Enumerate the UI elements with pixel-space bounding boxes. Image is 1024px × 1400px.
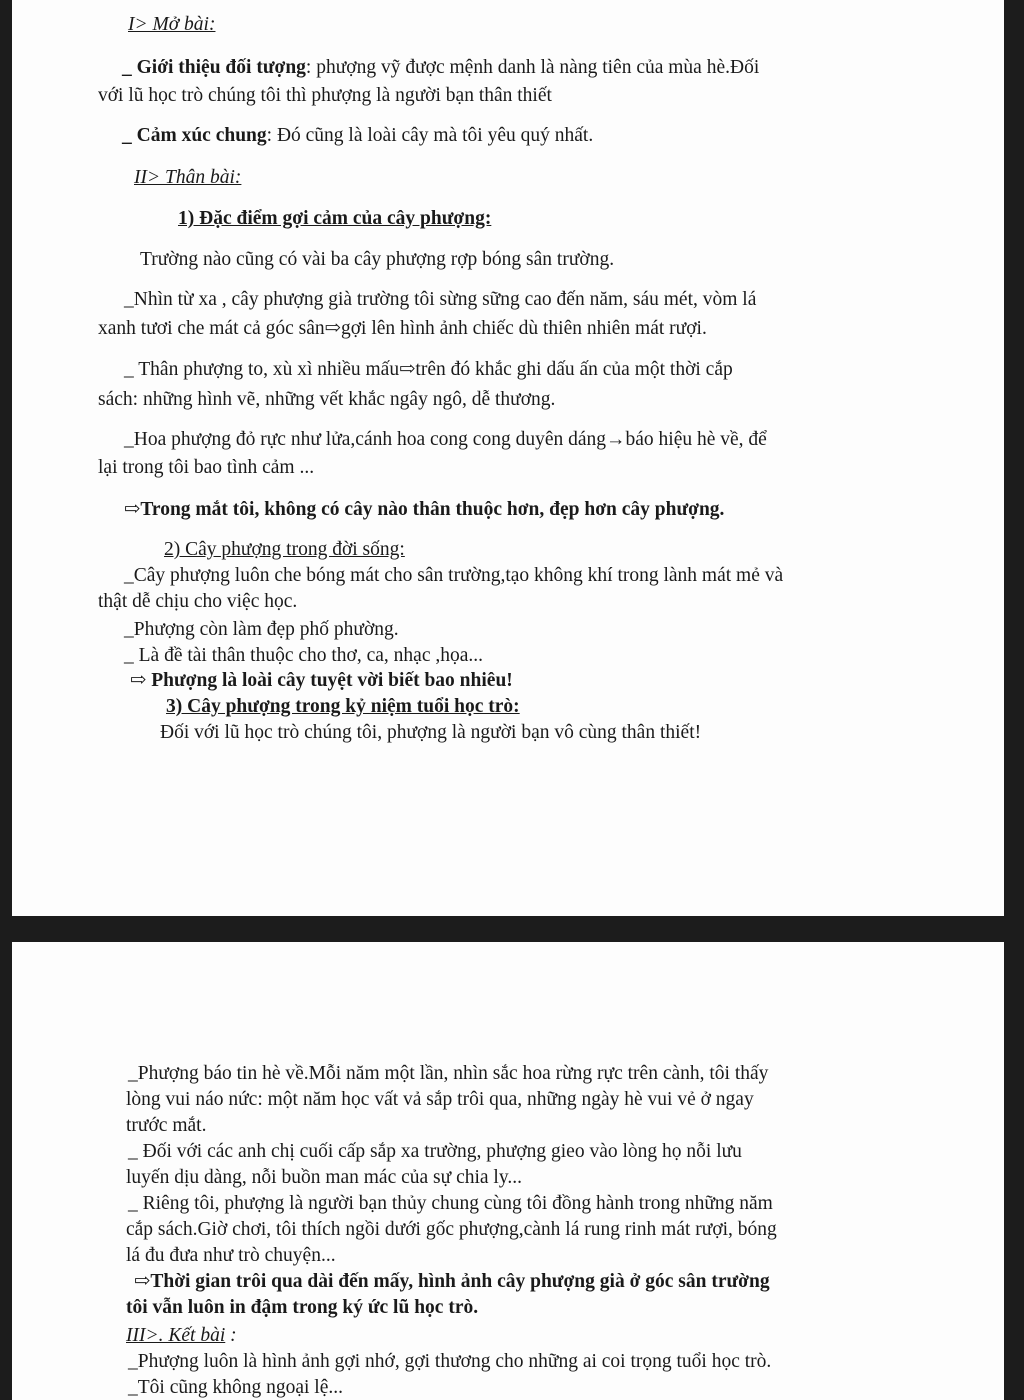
p2-conclusion-line-1: ⇨Thời gian trôi qua dài đến mấy, hình ảnh cây phượng già ở góc sân trường: [134, 1271, 770, 1292]
section-1-heading: 1) Đặc điểm gợi cảm của cây phượng:: [178, 208, 492, 229]
than-bai-heading: II> Thân bài:: [134, 167, 242, 188]
s2-p3: _ Là đề tài thân thuộc cho thơ, ca, nhạc ,họa...: [124, 645, 484, 666]
s2-p1-line-1: _Cây phượng luôn che bóng mát cho sân trường,tạo không khí trong lành mát mẻ và: [124, 565, 784, 586]
s1-p3-line-2: sách: những hình vẽ, những vết khắc ngây ngô, dễ thương.: [98, 389, 556, 410]
p2-para1-line-3: trước mắt.: [126, 1115, 207, 1136]
s1-p2-line-2: xanh tươi che mát cả góc sân⇨gợi lên hình ảnh chiếc dù thiên nhiên mát rượi.: [98, 318, 707, 339]
p2-para2-line-2: luyến dịu dàng, nỗi buồn man mác của sự chia ly...: [126, 1167, 522, 1188]
intro-line-2: với lũ học trò chúng tôi thì phượng là người bạn thân thiết: [98, 85, 552, 106]
s1-line-1: Trường nào cũng có vài ba cây phượng rợp bóng sân trường.: [140, 249, 615, 270]
feel-label: _ Cảm xúc chung: [122, 125, 267, 146]
s2-conclusion: ⇨ Phượng là loài cây tuyệt vời biết bao nhiêu!: [130, 670, 513, 691]
p2-para1-line-1: _Phượng báo tin hè về.Mỗi năm một lần, nhìn sắc hoa rừng rực trên cành, tôi thấy: [128, 1063, 769, 1084]
s1-conclusion: ⇨Trong mắt tôi, không có cây nào thân thuộc hơn, đẹp hơn cây phượng.: [124, 499, 725, 520]
p2-para1-line-2: lòng vui náo nức: một năm học vất vả sắp trôi qua, những ngày hè vui vẻ ở ngay: [126, 1089, 754, 1110]
document-page-1: [12, 0, 1004, 916]
p2-para2-line-1: _ Đối với các anh chị cuối cấp sắp xa trường, phượng gieo vào lòng họ nỗi lưu: [128, 1141, 742, 1162]
s2-p1-line-2: thật dễ chịu cho việc học.: [98, 591, 298, 612]
kb-para1: _Phượng luôn là hình ảnh gợi nhớ, gợi thương cho những ai coi trọng tuổi học trò.: [128, 1351, 772, 1372]
p2-para3-line-3: lá đu đưa như trò chuyện...: [126, 1245, 336, 1266]
section-3-heading: 3) Cây phượng trong kỷ niệm tuổi học trò:: [166, 696, 520, 717]
intro-label: _ Giới thiệu đối tượng: [122, 57, 306, 78]
mo-bai-heading: I> Mở bài:: [128, 14, 216, 35]
p2-conclusion-line-2: tôi vẫn luôn in đậm trong ký ức lũ học trò.: [126, 1297, 479, 1318]
feel-text: : Đó cũng là loài cây mà tôi yêu quý nhất.: [266, 125, 594, 146]
ket-bai-title: III>. Kết bài: [126, 1325, 226, 1346]
s1-p4-line-2: lại trong tôi bao tình cảm ...: [98, 457, 315, 478]
ket-bai-colon: :: [225, 1325, 237, 1346]
s1-p3-line-1: _ Thân phượng to, xù xì nhiều mấu⇨trên đó khắc ghi dấu ấn của một thời cắp: [124, 359, 733, 380]
s1-p4-line-1: _Hoa phượng đỏ rực như lửa,cánh hoa cong cong duyên dáng→báo hiệu hè về, để: [124, 429, 767, 450]
ket-bai-heading: [126, 1324, 237, 1348]
feel-line: [122, 124, 593, 148]
section-2-heading: 2) Cây phượng trong đời sống:: [164, 539, 405, 560]
p2-para3-line-1: _ Riêng tôi, phượng là người bạn thủy chung cùng tôi đồng hành trong những năm: [128, 1193, 773, 1214]
s2-p2: _Phượng còn làm đẹp phố phường.: [124, 619, 399, 640]
intro-line-1: [122, 56, 759, 80]
p2-para3-line-2: cắp sách.Giờ chơi, tôi thích ngồi dưới gốc phượng,cành lá rung rinh mát rượi, bóng: [126, 1219, 777, 1240]
document-page-2: [12, 942, 1004, 1400]
kb-para2: _Tôi cũng không ngoại lệ...: [128, 1377, 344, 1398]
s3-line-1: Đối với lũ học trò chúng tôi, phượng là người bạn vô cùng thân thiết!: [160, 722, 702, 743]
intro-text-1: : phượng vỹ được mệnh danh là nàng tiên của mùa hè.Đối: [305, 57, 760, 78]
s1-p2-line-1: _Nhìn từ xa , cây phượng già trường tôi sừng sững cao đến năm, sáu mét, vòm lá: [124, 289, 757, 310]
